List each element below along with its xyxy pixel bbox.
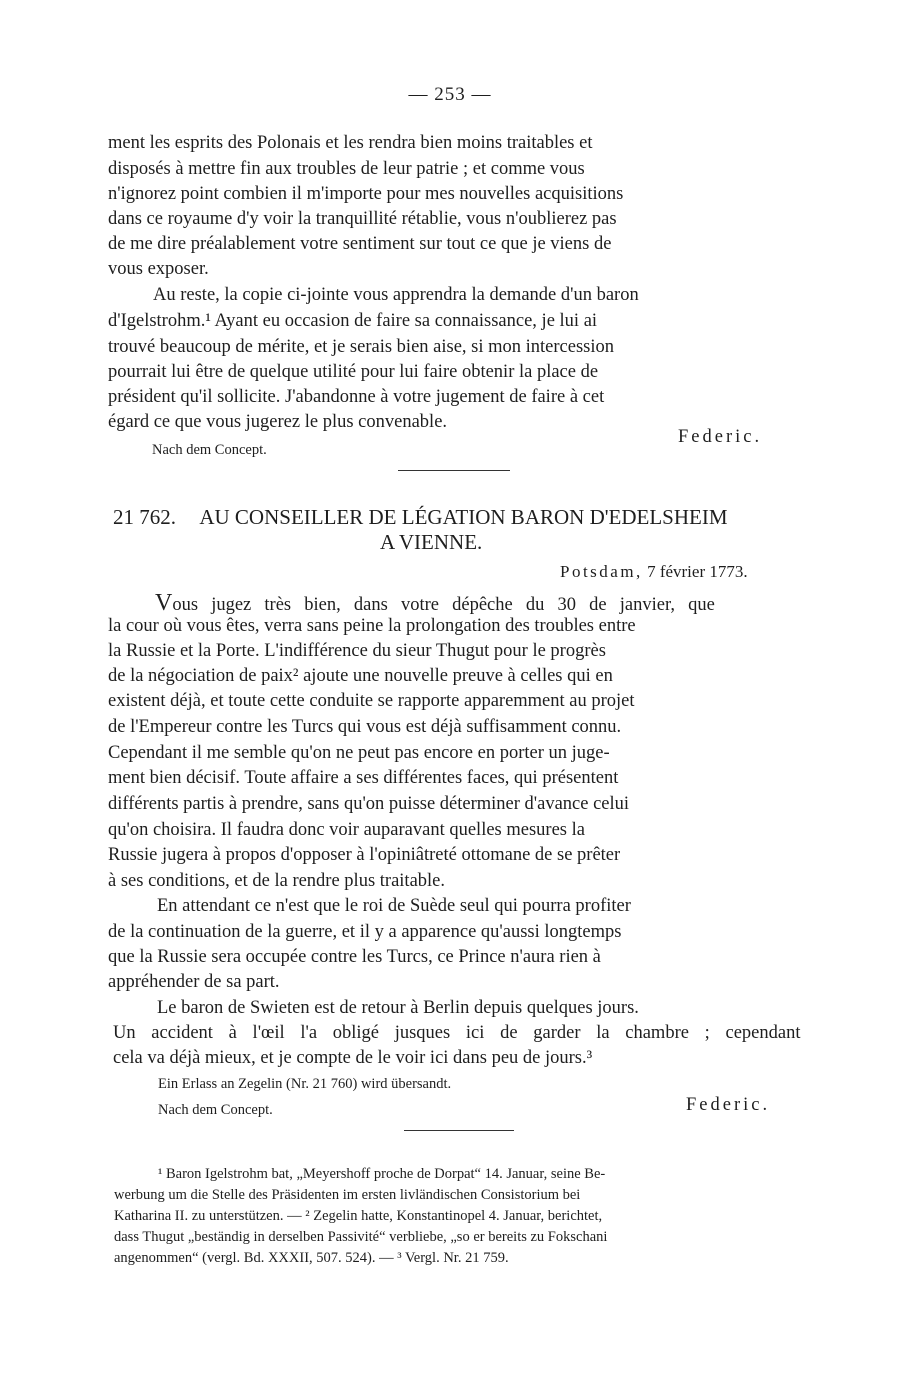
text-line: à ses conditions, et de la rendre plus traitable.	[108, 871, 446, 891]
place: Potsdam,	[560, 562, 643, 581]
text-line: Au reste, la copie ci-jointe vous apprendra la demande d'un baron	[153, 285, 639, 305]
text-line: ment les esprits des Polonais et les rendra bien moins traitables et	[108, 133, 593, 153]
text-line: cela va déjà mieux, et je compte de le voir ici dans peu de jours.³	[113, 1048, 593, 1068]
text-line: égard ce que vous jugerez le plus convenable.	[108, 412, 448, 432]
text-line: En attendant ce n'est que le roi de Suède seul qui pourra profiter	[157, 896, 631, 916]
letter-title-line2: A VIENNE.	[380, 530, 483, 554]
initial-letter: V	[155, 590, 173, 616]
text-line: la cour où vous êtes, verra sans peine la prolongation des troubles entre	[108, 616, 636, 636]
text-line: de me dire préalablement votre sentiment sur tout ce que je viens de	[108, 234, 612, 254]
page-number: — 253 —	[408, 84, 492, 105]
text-line: dans ce royaume d'y voir la tranquillité rétablie, vous n'oublierez pas	[108, 209, 617, 229]
text-line: Un accident à l'œil l'a obligé jusques ici de garder la chambre ; cependant	[113, 1023, 801, 1043]
text-line: Le baron de Swieten est de retour à Berlin depuis quelques jours.	[157, 998, 639, 1018]
text-line: Cependant il me semble qu'on ne peut pas encore en porter un juge-	[108, 743, 610, 763]
signature: Federic.	[686, 1095, 771, 1115]
text-line: qu'on choisira. Il faudra donc voir auparavant quelles mesures la	[108, 820, 585, 840]
text-line: de la négociation de paix² ajoute une nouvelle preuve à celles qui en	[108, 666, 613, 686]
footnote-line: angenommen“ (vergl. Bd. XXXII, 507. 524). — ³ Vergl. Nr. 21 759.	[114, 1250, 509, 1266]
text-line: Russie jugera à propos d'opposer à l'opiniâtreté ottomane de se prêter	[108, 845, 621, 865]
text-line: ous jugez très bien, dans votre dépêche du 30 de janvier, que	[172, 595, 715, 615]
letter-number: 21 762.	[113, 505, 176, 529]
text-line: disposés à mettre fin aux troubles de leur patrie ; et comme vous	[108, 159, 585, 179]
date: 7 février 1773.	[647, 562, 748, 581]
text-line: trouvé beaucoup de mérite, et je serais bien aise, si mon intercession	[108, 337, 615, 357]
enclosure-note: Ein Erlass an Zegelin (Nr. 21 760) wird übersandt.	[158, 1076, 452, 1092]
footnote-line: werbung um die Stelle des Präsidenten im ersten livländischen Consistorium bei	[114, 1187, 581, 1203]
signature: Federic.	[678, 427, 763, 447]
section-divider	[398, 470, 510, 471]
text-line: d'Igelstrohm.¹ Ayant eu occasion de faire sa connaissance, je lui ai	[108, 311, 598, 331]
text-line: existent déjà, et toute cette conduite se rapporte apparemment au projet	[108, 691, 635, 711]
text-line: de l'Empereur contre les Turcs qui vous est déjà suffisamment connu.	[108, 717, 622, 737]
text-line: n'ignorez point combien il m'importe pour mes nouvelles acquisitions	[108, 184, 624, 204]
footnote-line: Katharina II. zu unterstützen. — ² Zegelin hatte, Konstantinopel 4. Januar, berichtet,	[114, 1208, 603, 1224]
footnote-line: dass Thugut „beständig in derselben Passivité“ verbliebe, „so er bereits zu Fokschani	[114, 1229, 608, 1245]
source-note: Nach dem Concept.	[158, 1102, 273, 1118]
text-line: la Russie et la Porte. L'indifférence du sieur Thugut pour le progrès	[108, 641, 606, 661]
text-line: président qu'il sollicite. J'abandonne à votre jugement de faire à cet	[108, 387, 605, 407]
text-line: vous exposer.	[108, 259, 209, 279]
letter-title: AU CONSEILLER DE LÉGATION BARON D'EDELSHEIM	[199, 505, 728, 529]
footnote-line: ¹ Baron Igelstrohm bat, „Meyershoff proche de Dorpat“ 14. Januar, seine Be-	[158, 1166, 606, 1182]
text-line: ment bien décisif. Toute affaire a ses différentes faces, qui présentent	[108, 768, 619, 788]
text-line: pourrait lui être de quelque utilité pour lui faire obtenir la place de	[108, 362, 599, 382]
footnote-divider	[404, 1130, 514, 1131]
source-note: Nach dem Concept.	[152, 442, 267, 458]
text-line: appréhender de sa part.	[108, 972, 280, 992]
text-line: différents partis à prendre, sans qu'on puisse déterminer d'avance celui	[108, 794, 630, 814]
text-line: que la Russie sera occupée contre les Turcs, ce Prince n'aura rien à	[108, 947, 601, 967]
text-line: de la continuation de la guerre, et il y a apparence qu'aussi longtemps	[108, 922, 622, 942]
